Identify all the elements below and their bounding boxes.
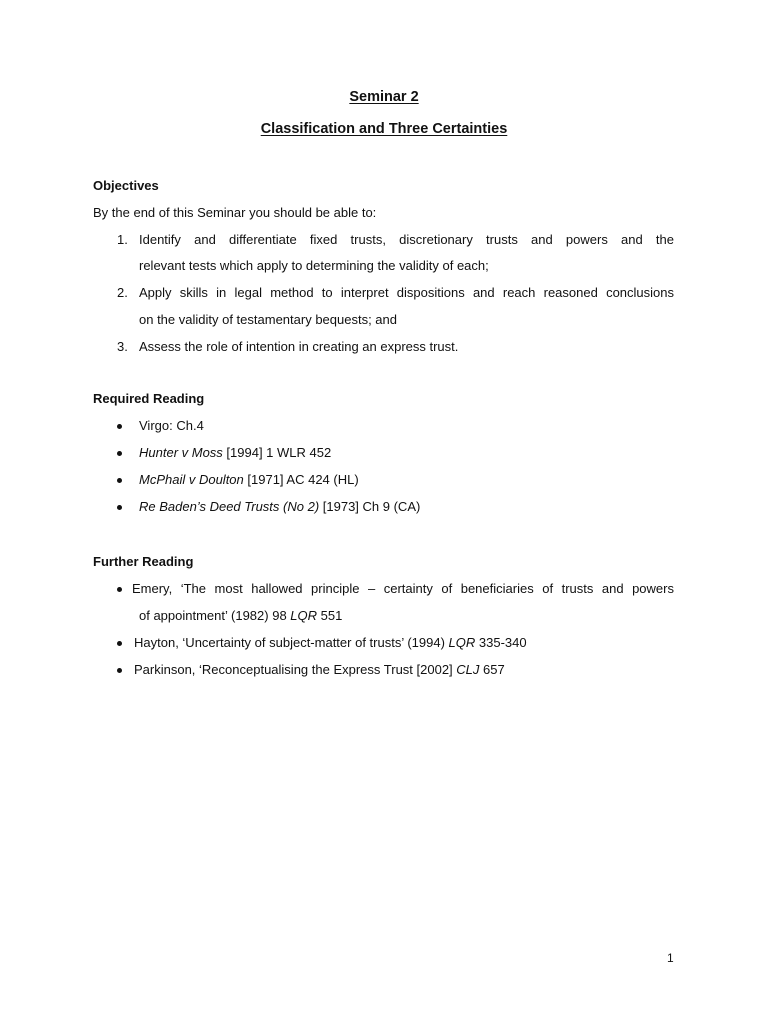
citation-page: 335-340	[475, 635, 527, 650]
citation-text: Hayton, ‘Uncertainty of subject-matter of trusts’ (1994)	[134, 635, 449, 650]
objective-2-line-2: on the validity of testamentary bequests; and	[139, 312, 397, 327]
citation-text: Parkinson, ‘Reconceptualising the Express Trust [2002]	[134, 662, 457, 677]
objectives-heading: Objectives	[93, 178, 159, 193]
journal-name: CLJ	[456, 662, 480, 677]
case-name: Hunter v Moss	[139, 445, 223, 460]
case-name: Re Baden’s Deed Trusts (No 2)	[139, 499, 320, 514]
citation-page: 551	[317, 608, 343, 623]
required-reading-heading: Required Reading	[93, 391, 205, 406]
required-reading-text: Virgo: Ch.4	[139, 418, 204, 433]
objective-number-2: 2.	[117, 285, 128, 300]
further-reading-item	[134, 662, 505, 677]
further-reading-item	[134, 635, 527, 650]
objective-3-line-1: Assess the role of intention in creating an express trust.	[139, 339, 459, 354]
objective-1-line-1: Identify and differentiate fixed trusts, discretionary trusts and powers and the	[139, 232, 674, 247]
objective-number-1: 1.	[117, 232, 128, 247]
bullet-icon	[117, 424, 122, 429]
objective-number-3: 3.	[117, 339, 128, 354]
further-reading-1-line-2	[139, 608, 342, 623]
required-reading-item	[139, 472, 359, 487]
citation-page: 657	[479, 662, 505, 677]
page-subtitle: Classification and Three Certainties	[260, 121, 508, 137]
journal-name: LQR	[290, 608, 318, 623]
required-reading-item	[139, 445, 331, 460]
journal-name: LQR	[448, 635, 476, 650]
bullet-icon	[117, 451, 122, 456]
objective-2-line-1: Apply skills in legal method to interpret dispositions and reach reasoned conclusions	[139, 285, 674, 300]
required-reading-item	[139, 418, 204, 433]
bullet-icon	[117, 668, 122, 673]
page-title: Seminar 2	[349, 89, 419, 105]
bullet-icon	[117, 587, 122, 592]
bullet-icon	[117, 478, 122, 483]
required-reading-item	[139, 499, 420, 514]
objectives-intro: By the end of this Seminar you should be able to:	[93, 205, 377, 220]
case-citation: [1994] 1 WLR 452	[222, 445, 332, 460]
citation-text: of appointment’ (1982) 98	[139, 608, 291, 623]
case-name: McPhail v Doulton	[139, 472, 244, 487]
page-number: 1	[667, 951, 674, 965]
case-citation: [1973] Ch 9 (CA)	[319, 499, 421, 514]
bullet-icon	[117, 641, 122, 646]
case-citation: [1971] AC 424 (HL)	[243, 472, 359, 487]
bullet-icon	[117, 505, 122, 510]
objective-1-line-2: relevant tests which apply to determining the validity of each;	[139, 258, 489, 273]
further-reading-1-line-1: Emery, ‘The most hallowed principle – certainty of beneficiaries of trusts and powers	[132, 581, 674, 596]
further-reading-heading: Further Reading	[93, 554, 194, 569]
